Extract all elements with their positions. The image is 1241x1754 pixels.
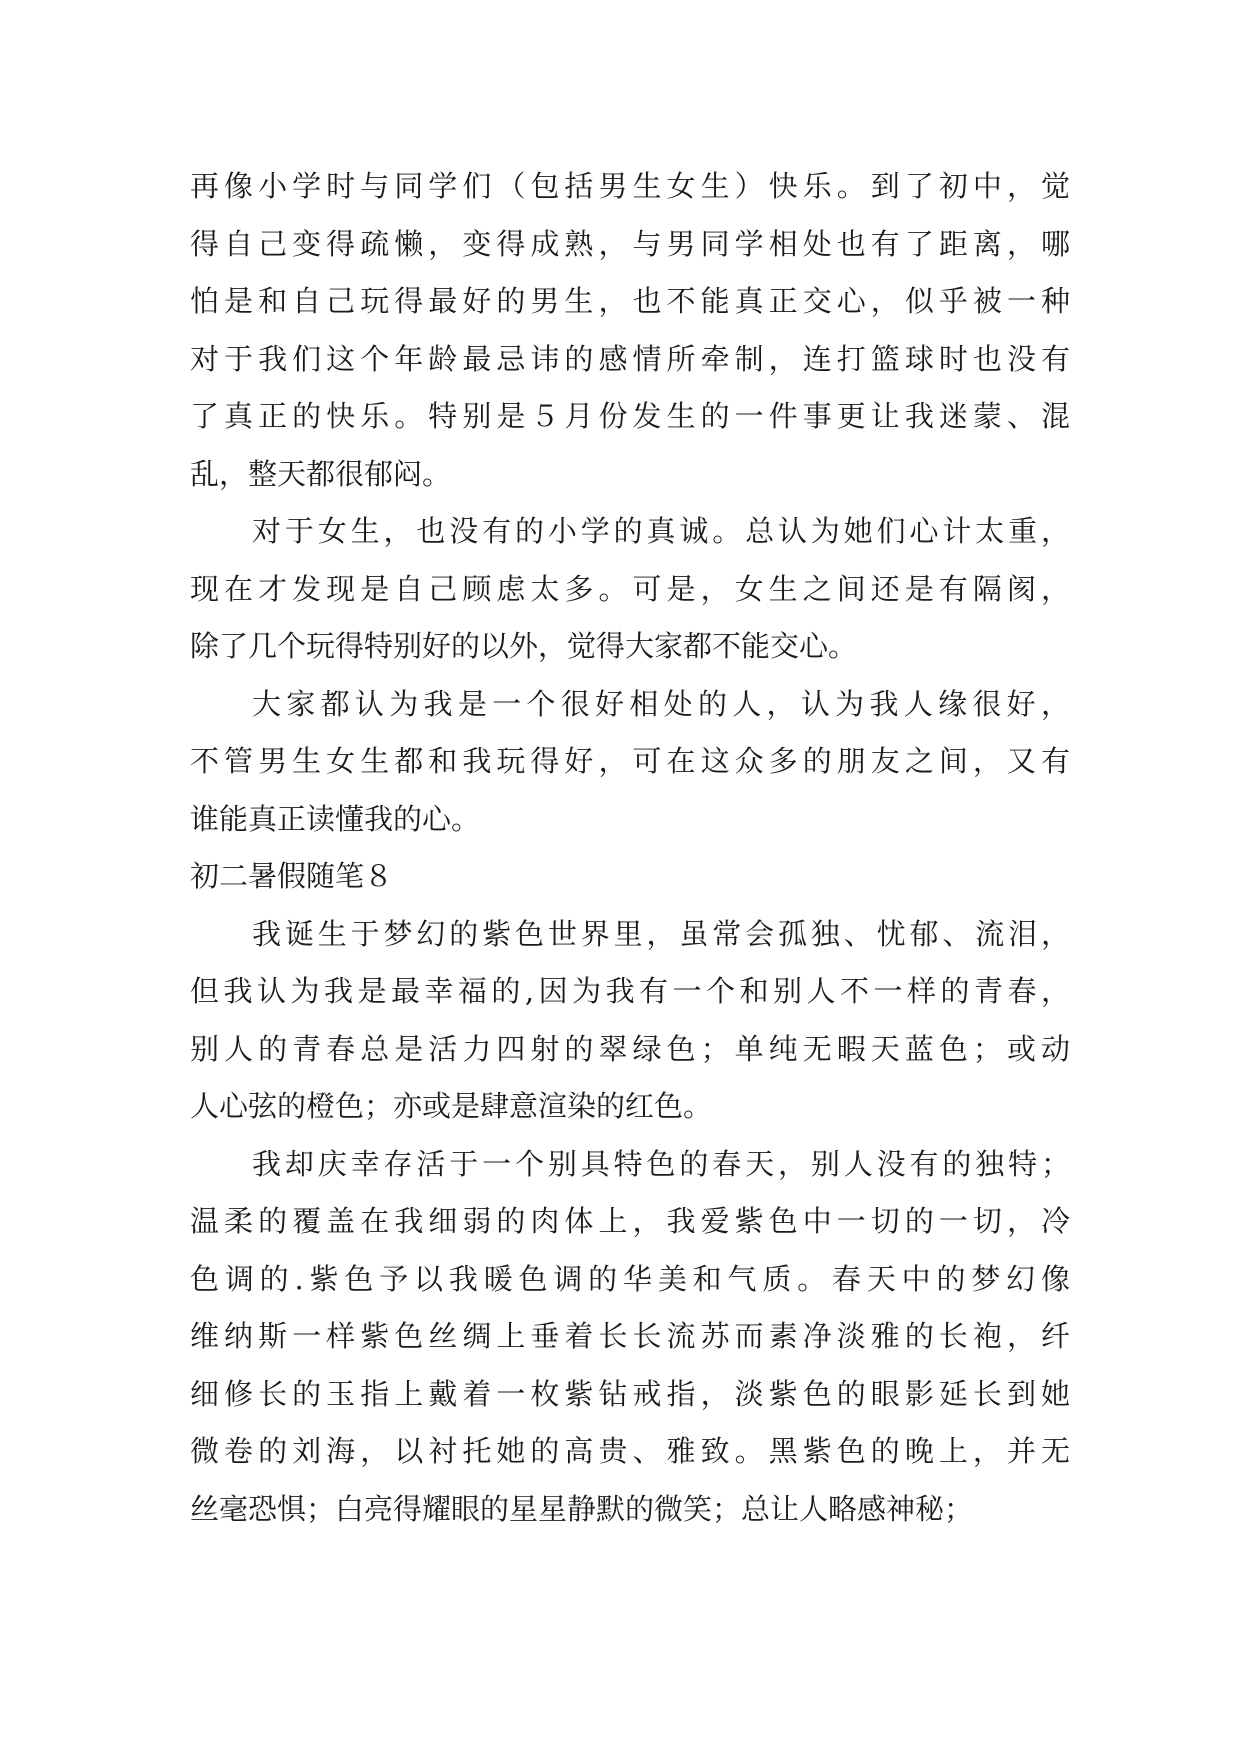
text-line: 对于我们这个年龄最忌讳的感情所牵制，连打篮球时也没有	[190, 341, 1070, 376]
paragraph	[190, 503, 1070, 676]
text-line: 温柔的覆盖在我细弱的肉体上，我爱紫色中一切的一切，冷	[190, 1204, 1070, 1238]
heading-text: 初二暑假随笔８	[190, 859, 394, 893]
paragraph	[190, 906, 1070, 1136]
text-line: 丝毫恐惧；白亮得耀眼的星星静默的微笑；总让人略感神秘；	[190, 1491, 974, 1526]
text-line: 乱，整天都很郁闷。	[190, 456, 452, 491]
text-line: 微卷的刘海，以衬托她的高贵、雅致。黑紫色的晚上，并无	[190, 1434, 1070, 1468]
text-line: 怕是和自己玩得最好的男生，也不能真正交心，似乎被一种	[190, 284, 1070, 318]
text-line: 大家都认为我是一个很好相处的人，认为我人缘很好，	[252, 686, 1070, 721]
text-line: 我却庆幸存活于一个别具特色的春天，别人没有的独特；	[252, 1146, 1070, 1181]
text-line: 不管男生女生都和我玩得好，可在这众多的朋友之间，又有	[190, 744, 1070, 778]
text-line: 色调的.紫色予以我暖色调的华美和气质。春天中的梦幻像	[190, 1261, 1070, 1296]
section-heading	[190, 848, 1070, 906]
document-body	[190, 158, 1070, 1538]
text-line: 对于女生，也没有的小学的真诚。总认为她们心计太重，	[252, 514, 1070, 548]
text-line: 了真正的快乐。特别是５月份发生的一件事更让我迷蒙、混	[190, 399, 1070, 433]
text-line: 维纳斯一样紫色丝绸上垂着长长流苏而素净淡雅的长袍，纤	[190, 1319, 1070, 1353]
text-line: 但我认为我是最幸福的,因为我有一个和别人不一样的青春，	[190, 974, 1070, 1008]
text-line: 别人的青春总是活力四射的翠绿色；单纯无暇天蓝色；或动	[190, 1031, 1070, 1066]
text-line: 人心弦的橙色；亦或是肆意渲染的红色。	[190, 1089, 713, 1123]
text-line: 我诞生于梦幻的紫色世界里，虽常会孤独、忧郁、流泪，	[252, 916, 1070, 951]
text-line: 再像小学时与同学们（包括男生女生）快乐。到了初中，觉	[190, 169, 1070, 203]
text-line: 细修长的玉指上戴着一枚紫钻戒指，淡紫色的眼影延长到她	[190, 1376, 1070, 1411]
text-line: 现在才发现是自己顾虑太多。可是，女生之间还是有隔阂，	[190, 571, 1070, 606]
text-line: 谁能真正读懂我的心。	[190, 801, 481, 836]
paragraph	[190, 1136, 1070, 1539]
text-line: 得自己变得疏懒，变得成熟，与男同学相处也有了距离，哪	[190, 226, 1070, 261]
paragraph	[190, 158, 1070, 503]
paragraph	[190, 676, 1070, 849]
text-line: 除了几个玩得特别好的以外，觉得大家都不能交心。	[190, 629, 858, 663]
